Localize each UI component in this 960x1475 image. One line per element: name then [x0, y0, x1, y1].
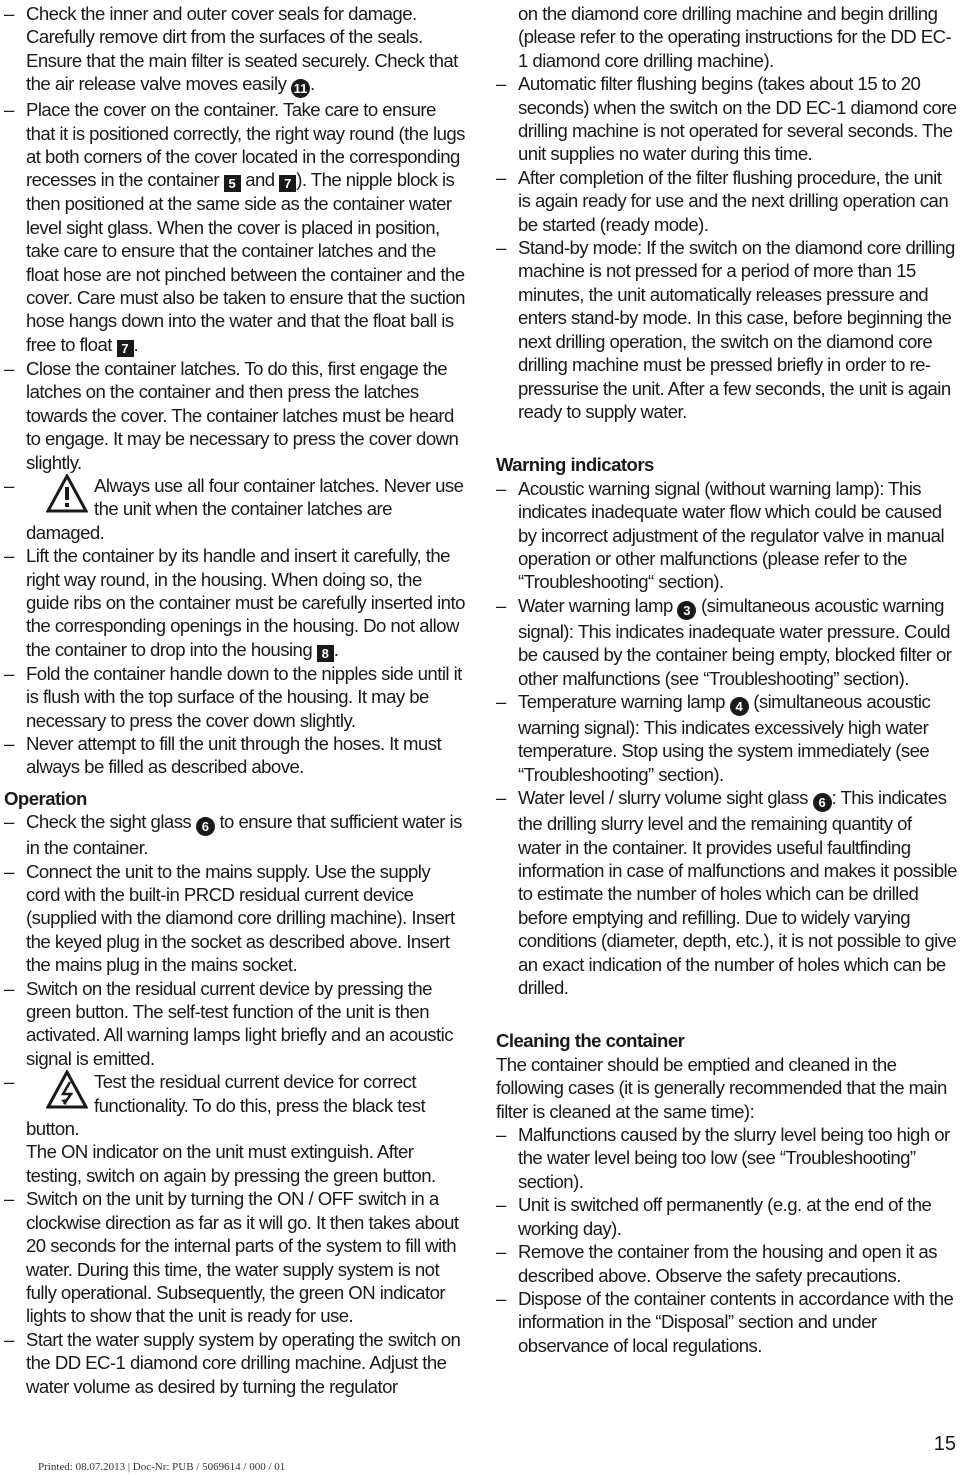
paragraph: on the diamond core drilling machine and begin drilling (please refer to the operating instructions for the DD EC-1 diamond core drilling machine). — [518, 3, 952, 71]
list-item: – Temperature warning lamp 4 (simultaneous acoustic warning signal): This indicates excessively high water temperature. Stop using the system immediately (see “Troubleshooting” section). — [496, 690, 958, 786]
right-column — [496, 2, 958, 1357]
list-item: – Fold the container handle down to the nipples side until it is flush with the top surface of the housing. It may be necessary to press the cover down slightly. — [4, 662, 466, 732]
list-item: – Water level / slurry volume sight glass 6 : This indicates the drilling slurry level and the remaining quantity of water in the container. It provides useful faultfinding information in case of malfunctions and makes it possible to estimate the number of holes which can be drilled before emptying and refilling. Due to widely varying conditions (diameter, depth, etc.), it is not possible to give an exact indication of the number of holes which can be drilled. — [496, 786, 958, 999]
section-heading: Cleaning the container — [496, 1030, 685, 1052]
list-item: – Dispose of the container contents in accordance with the information in the “Disposal” section and under observance of local regulations. — [496, 1287, 958, 1357]
list-item: – Check the sight glass 6 to ensure that sufficient water is in the container. — [4, 810, 466, 859]
list-item: – Connect the unit to the mains supply. Use the supply cord with the built-in PRCD residual current device (supplied with the diamond core drilling machine). Insert the keyed plug in the socket as described above. Insert the mains plug in the mains socket. — [4, 860, 466, 977]
electric-hazard-icon — [46, 1070, 88, 1112]
list-item: – Unit is switched off permanently (e.g. at the end of the working day). — [496, 1193, 958, 1240]
list-item: – Remove the container from the housing and open it as described above. Observe the safety precautions. — [496, 1240, 958, 1287]
list-item-electric: – Test the residual current device for correct functionality. To do this, press the black test button. — [4, 1070, 466, 1140]
print-footer: Printed: 08.07.2013 | Doc-Nr: PUB / 5069614 / 000 / 01 — [38, 1461, 286, 1473]
list-item: – Switch on the residual current device by pressing the green button. The self-test function of the unit is then activated. All warning lamps light briefly and an acoustic signal is emitted. — [4, 977, 466, 1071]
section-heading: Warning indicators — [496, 454, 654, 476]
list-item: – Lift the container by its handle and insert it carefully, the right way round, in the housing. When doing so, the guide ribs on the container must be carefully inserted into the corresponding openings in the housing. Do not allow the container to drop into the housing 8 . — [4, 544, 466, 662]
callout-badge: 4 — [730, 697, 749, 716]
callout-badge: 5 — [224, 175, 241, 192]
section-heading: Operation — [4, 787, 87, 809]
list-item: – Malfunctions caused by the slurry level being too high or the water level being too low (see “Troubleshooting” section). — [496, 1123, 958, 1193]
list-item: – Never attempt to fill the unit through the hoses. It must always be filled as described above. — [4, 732, 466, 779]
callout-badge: 7 — [279, 175, 296, 192]
warning-triangle-icon — [46, 474, 88, 516]
list-item: – Place the cover on the container. Take care to ensure that it is positioned correctly, the right way round (the lugs at both corners of the cover located in the corresponding recesses in the container 5 and 7 ). The nipple block is then positioned at the same side as the container water level sight glass. When the cover is placed in position, take care to ensure that the container latches and the float hose are not pinched between the container and the cover. Care must also be taken to ensure that the suction hose hangs down into the water and that the float ball is free to float 7 . — [4, 98, 466, 357]
page-number: 15 — [933, 1433, 956, 1455]
list-item-warning: – Always use all four container latches. Never use the unit when the container latches are damaged. — [4, 474, 466, 544]
paragraph: The ON indicator on the unit must extinguish. After testing, switch on again by pressing the green button. — [26, 1141, 436, 1186]
callout-badge: 6 — [196, 817, 215, 836]
callout-badge: 7 — [117, 340, 134, 357]
list-item: – Acoustic warning signal (without warning lamp): This indicates inadequate water flow which could be caused by incorrect adjustment of the regulator valve in manual operation or other malfunctions (please refer to the “Troubleshooting“ section). — [496, 477, 958, 594]
paragraph: The container should be emptied and cleaned in the following cases (it is generally recommended that the main filter is cleaned at the same time): — [496, 1053, 947, 1122]
list-item: – Water warning lamp 3 (simultaneous acoustic warning signal): This indicates inadequate water pressure. Could be caused by the container being empty, blocked filter or other malfunctions (see “Troubleshooting” section). — [496, 594, 958, 690]
callout-badge: 8 — [317, 645, 334, 662]
callout-badge: 11 — [291, 79, 310, 98]
left-column — [4, 2, 466, 1398]
list-item: – Automatic filter flushing begins (takes about 15 to 20 seconds) when the switch on the DD EC-1 diamond core drilling machine is not operated for several seconds. The unit supplies no water during this time. — [496, 72, 958, 166]
list-item: – Check the inner and outer cover seals for damage. Carefully remove dirt from the surfaces of the seals. Ensure that the main filter is seated securely. Check that the air release valve moves easily 11 . — [4, 2, 466, 98]
list-item: – Close the container latches. To do this, first engage the latches on the container and then press the latches towards the cover. The container latches must be heard to engage. It may be necessary to press the cover down slightly. — [4, 357, 466, 474]
callout-badge: 3 — [677, 601, 696, 620]
list-item: – Start the water supply system by operating the switch on the DD EC-1 diamond core drilling machine. Adjust the water volume as desired by turning the regulator — [4, 1328, 466, 1398]
list-item: – Stand-by mode: If the switch on the diamond core drilling machine is not pressed for a period of more than 15 minutes, the unit automatically releases pressure and enters stand-by mode. In this case, before beginning the next drilling operation, the switch on the diamond core drilling machine must be pressed briefly in order to re-pressurise the unit. After a few seconds, the unit is again ready to supply water. — [496, 236, 958, 423]
list-item: – Switch on the unit by turning the ON / OFF switch in a clockwise direction as far as it will go. It then takes about 20 seconds for the internal parts of the system to fill with water. During this time, the water supply system is not fully operational. Subsequently, the green ON indicator lights to show that the unit is ready for use. — [4, 1187, 466, 1327]
list-item: – After completion of the filter flushing procedure, the unit is again ready for use and the next drilling operation can be started (ready mode). — [496, 166, 958, 236]
callout-badge: 6 — [813, 793, 832, 812]
